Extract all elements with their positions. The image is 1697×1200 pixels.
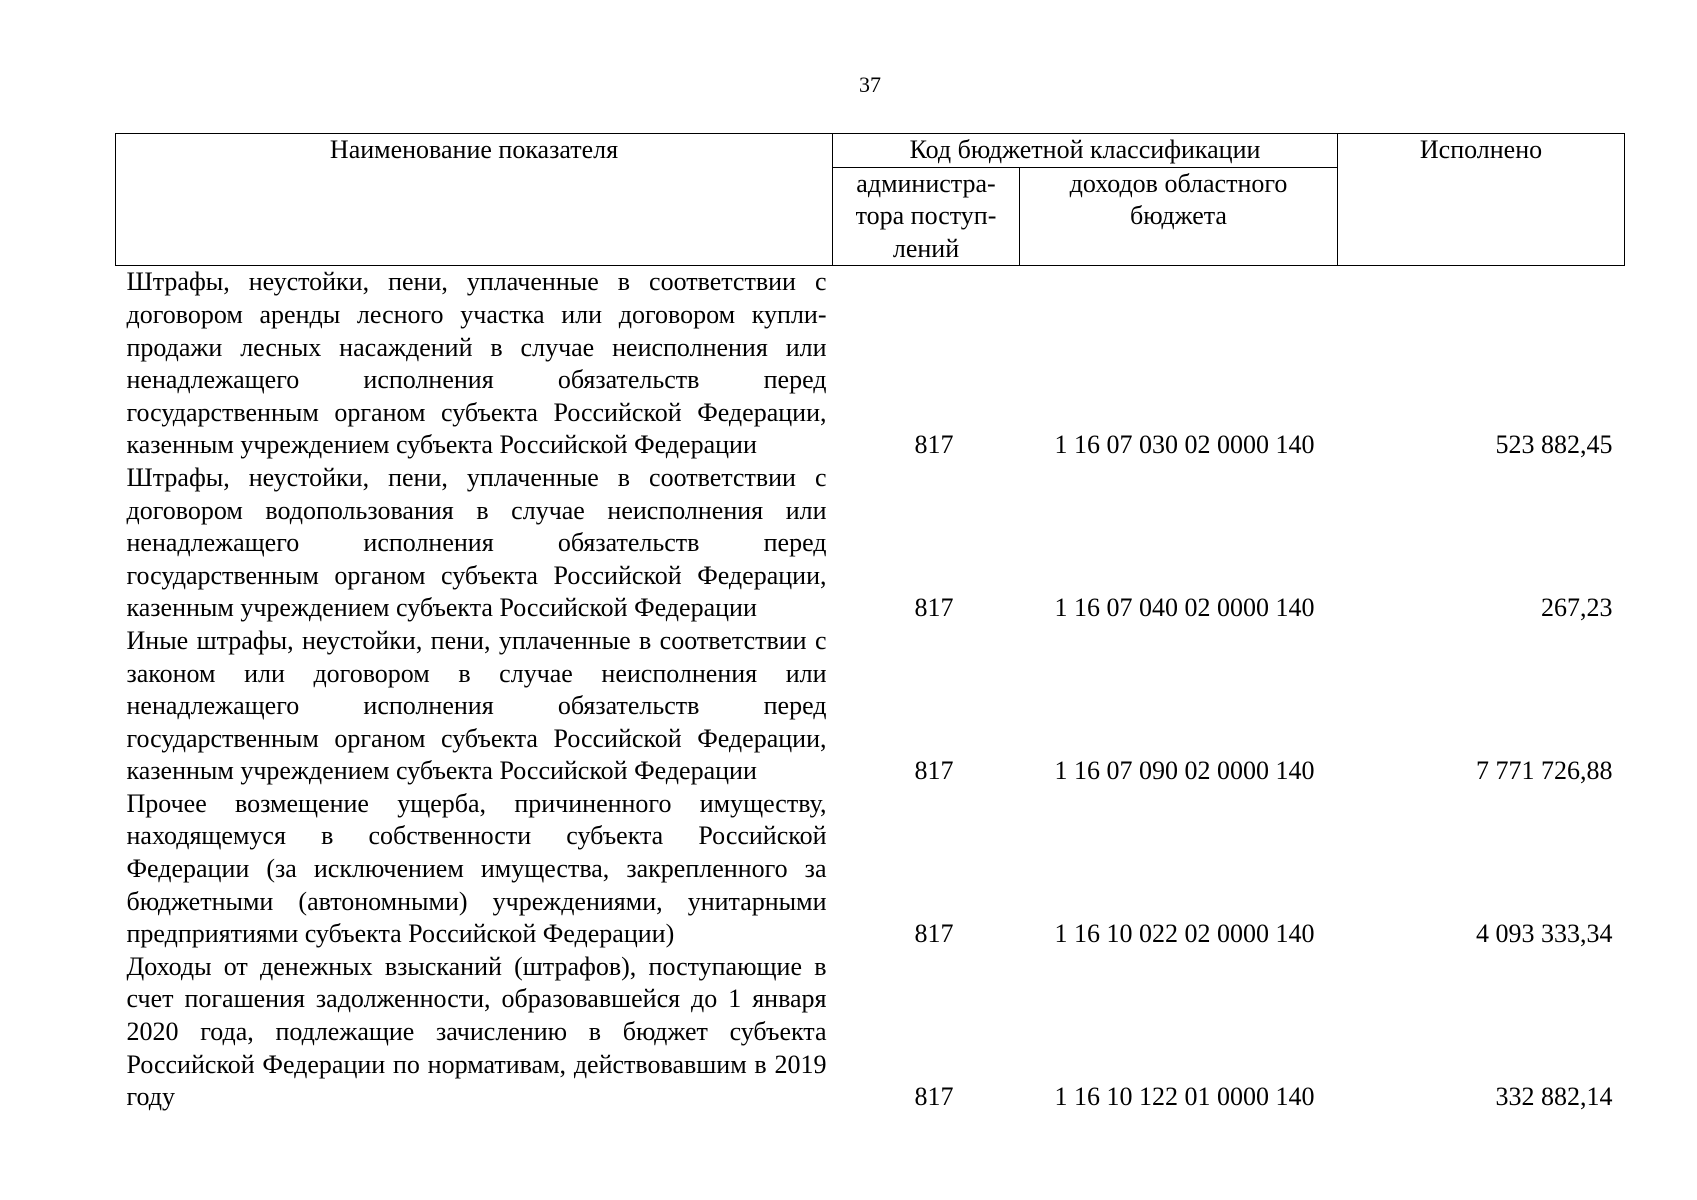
table-header: [116, 134, 1625, 266]
table-row: [116, 462, 1625, 625]
table-row: [116, 625, 1625, 788]
row-budget-code: 1 16 07 040 02 0000 140: [1054, 593, 1315, 623]
row-budget-code: 1 16 10 122 01 0000 140: [1054, 1082, 1315, 1112]
header-name: Наименование показателя: [116, 134, 833, 266]
row-executed-amount: 267,23: [1541, 593, 1613, 623]
row-name: Прочее возмещение ущерба, причиненного имуществу, находящемуся в собственности субъекта Российской Федерации (за исключением имущества, закрепленного за бюджетными (автономными) учреждениями, унитарными предприятиями субъекта Российской Федерации): [126, 788, 827, 949]
row-administrator-code: 817: [914, 756, 954, 786]
header-revenue: доходов областного бюджета: [1020, 167, 1338, 266]
table-row: [116, 788, 1625, 951]
row-budget-code: 1 16 10 022 02 0000 140: [1054, 919, 1315, 949]
page-number: 37: [859, 72, 881, 97]
row-executed-amount: 332 882,14: [1495, 1082, 1613, 1112]
row-executed-amount: 7 771 726,88: [1476, 756, 1613, 786]
budget-revenue-table: [115, 133, 1625, 1114]
row-name: Иные штрафы, неустойки, пени, уплаченные в соответствии с законом или договором в случае неисполнения или ненадлежащего исполнения обязательств перед государственным органом субъекта Российской Федерации, казенным учреждением субъекта Российской Федерации: [126, 625, 827, 786]
table-row: [116, 266, 1625, 462]
header-administrator: администра-тора поступ-лений: [833, 167, 1020, 266]
row-administrator-code: 817: [914, 430, 954, 460]
row-executed-amount: 523 882,45: [1495, 430, 1613, 460]
row-administrator-code: 817: [914, 593, 954, 623]
row-name: Доходы от денежных взысканий (штрафов), поступающие в счет погашения задолженности, образовавшейся до 1 января 2020 года, подлежащие зачислению в бюджет субъекта Российской Федерации по нормативам, действовавшим в 2019 году: [126, 951, 827, 1112]
table-body: [116, 266, 1625, 1114]
header-executed: Исполнено: [1338, 134, 1625, 266]
row-administrator-code: 817: [914, 1082, 954, 1112]
row-budget-code: 1 16 07 090 02 0000 140: [1054, 756, 1315, 786]
table-row: [116, 951, 1625, 1114]
header-classification: Код бюджетной классификации: [833, 134, 1338, 168]
row-administrator-code: 817: [914, 919, 954, 949]
row-executed-amount: 4 093 333,34: [1476, 919, 1613, 949]
row-name: Штрафы, неустойки, пени, уплаченные в соответствии с договором аренды лесного участка или договором купли-продажи лесных насаждений в случае неисполнения или ненадлежащего исполнения обязательств перед государственным органом субъекта Российской Федерации, казенным учреждением субъекта Российской Федерации: [126, 267, 827, 460]
row-budget-code: 1 16 07 030 02 0000 140: [1054, 430, 1315, 460]
row-name: Штрафы, неустойки, пени, уплаченные в соответствии с договором водопользования в случае неисполнения или ненадлежащего исполнения обязательств перед государственным органом субъекта Российской Федерации, казенным учреждением субъекта Российской Федерации: [126, 462, 827, 623]
